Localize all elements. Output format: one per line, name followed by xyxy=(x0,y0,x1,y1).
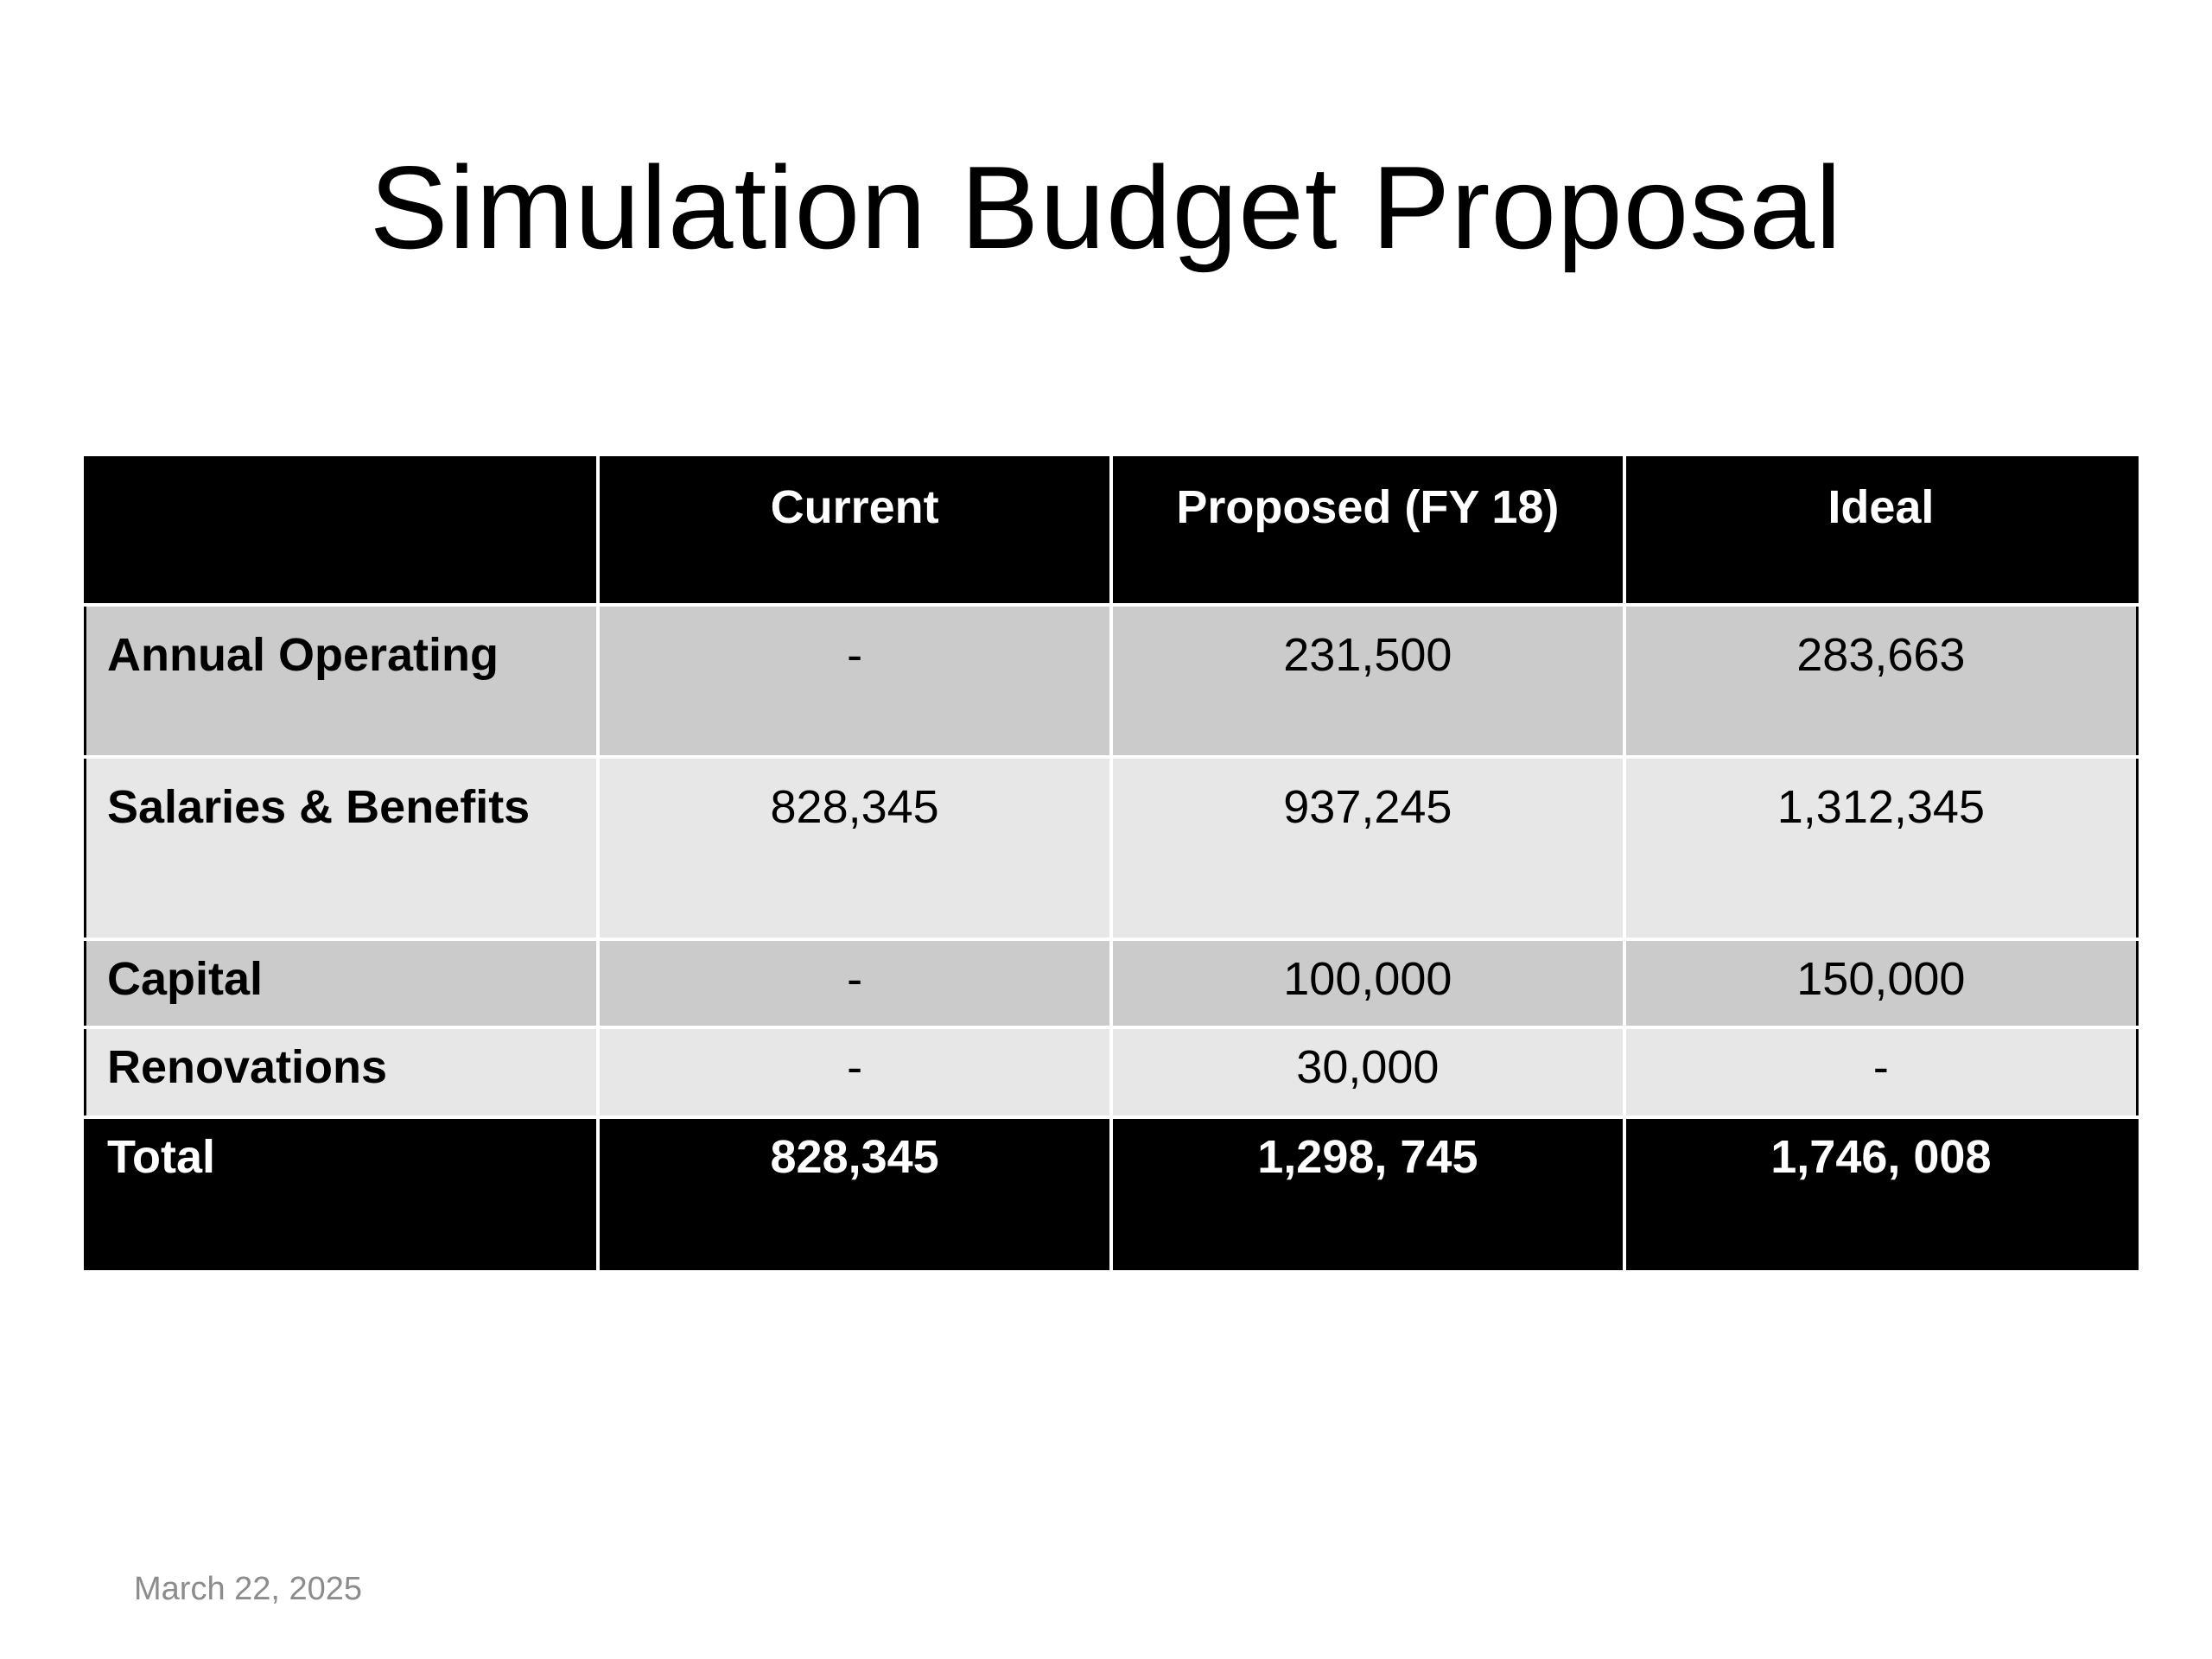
header-cell-proposed: Proposed (FY 18) xyxy=(1111,458,1624,605)
row-label: Capital xyxy=(86,939,599,1027)
table-row xyxy=(86,1027,2138,1117)
total-proposed: 1,298, 745 xyxy=(1111,1117,1624,1269)
cell-current: - xyxy=(598,1027,1111,1117)
cell-proposed: 231,500 xyxy=(1111,605,1624,757)
table-header-row xyxy=(86,458,2138,605)
cell-proposed: 100,000 xyxy=(1111,939,1624,1027)
cell-current: 828,345 xyxy=(598,757,1111,939)
slide-date: March 22, 2025 xyxy=(134,1571,363,1607)
slide-title: Simulation Budget Proposal xyxy=(369,142,1843,273)
header-cell-empty xyxy=(86,458,599,605)
row-label: Renovations xyxy=(86,1027,599,1117)
table-row xyxy=(86,605,2138,757)
table-row xyxy=(86,757,2138,939)
cell-ideal: 1,312,345 xyxy=(1624,757,2138,939)
header-cell-ideal: Ideal xyxy=(1624,458,2138,605)
total-label: Total xyxy=(86,1117,599,1269)
cell-current: - xyxy=(598,939,1111,1027)
cell-ideal: 150,000 xyxy=(1624,939,2138,1027)
budget-table xyxy=(84,456,2139,1270)
cell-proposed: 937,245 xyxy=(1111,757,1624,939)
row-label: Annual Operating xyxy=(86,605,599,757)
total-ideal: 1,746, 008 xyxy=(1624,1117,2138,1269)
cell-proposed: 30,000 xyxy=(1111,1027,1624,1117)
cell-ideal: 283,663 xyxy=(1624,605,2138,757)
table-row xyxy=(86,939,2138,1027)
cell-ideal: - xyxy=(1624,1027,2138,1117)
table-total-row xyxy=(86,1117,2138,1269)
total-current: 828,345 xyxy=(598,1117,1111,1269)
row-label: Salaries & Benefits xyxy=(86,757,599,939)
header-cell-current: Current xyxy=(598,458,1111,605)
cell-current: - xyxy=(598,605,1111,757)
